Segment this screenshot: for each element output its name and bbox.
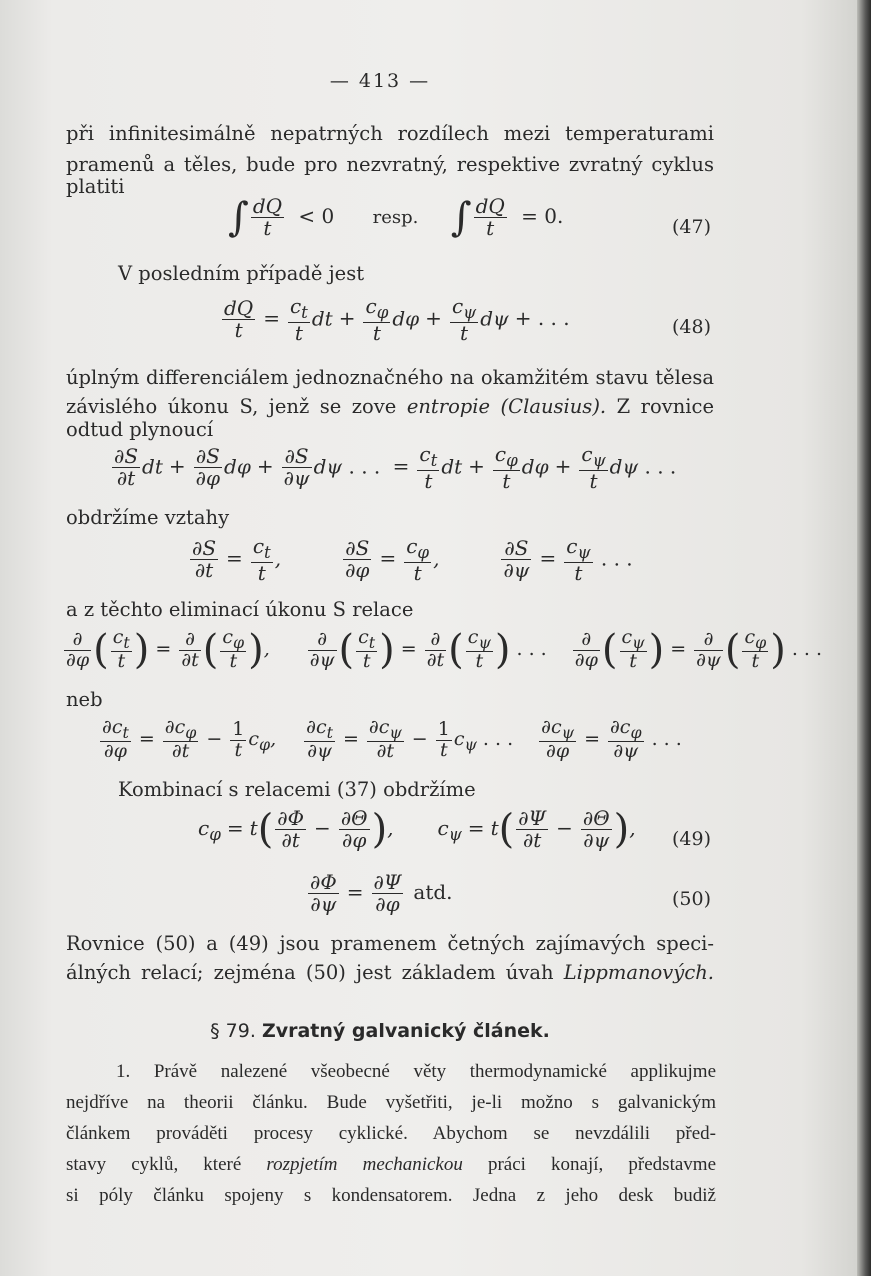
intro-line-3: platiti	[66, 175, 125, 198]
section-heading	[0, 1020, 760, 1042]
section-line-5: si póly článku spojeny s kondensatorem. Jedna z jeho desk budiž	[66, 1185, 716, 1206]
section-number: § 79.	[210, 1020, 256, 1042]
equation-elimination: $\frac{\partial}{\partial\varphi}$ ( $\frac{c_t}{t}$ ) = $\frac{\partial}{\partial t}$ ( $\frac{c_\varphi}{t}$ ), $\frac{\partial}{\partial\psi}$ ( $\frac{c_t}{t}$ ) = $\frac{\partial}{\partial t}$ ( $\frac{c_\psi}{t}$ ) . . . $\frac{\partial}{\partial\varphi}$ ( $\frac{c_\psi}{t}$ ) = $\frac{\partial}{\partial\psi}$ ( $\frac{c_\varphi}{t}$ ) . . .	[66, 626, 823, 674]
obtain-relations-line: obdržíme vztahy	[66, 506, 230, 529]
section-line-1: 1. Právě nalezené všeobecné věty thermodynamické applikujme	[116, 1061, 716, 1082]
book-spine	[857, 0, 871, 1276]
entropy-term: entropie (Clausius).	[406, 395, 607, 418]
equation-48: $\frac{dQ}{t}$ = $\frac{c_t}{t}$ dt + $\frac{c_\varphi}{t}$ dφ + $\frac{c_\psi}{t}$ dψ + . . .	[224, 294, 570, 345]
equation-47: ∫ $\frac{dQ}{t}$ < 0 resp. ∫ $\frac{dQ}{t}$ = 0.	[228, 194, 564, 241]
equation-total-differential: $\frac{\partial S}{\partial t}$ dt + $\frac{\partial S}{\partial\varphi}$ dφ + $\frac{\partial S}{\partial\psi}$ dψ . . . = $\frac{c_t}{t}$ dt + $\frac{c_\varphi}{t}$ dφ + $\frac{c_\psi}{t}$ dψ . . .	[114, 442, 677, 493]
closing-line-2-text: álných relací; zejména (50) jest základem úvah	[66, 961, 564, 984]
entropy-line-3: odtud plynoucí	[66, 418, 214, 441]
intro-line-1: při infinitesimálně nepatrných rozdílech mezi temperaturami	[66, 122, 714, 145]
elimination-line: a z těchto eliminací úkonu S relace	[66, 598, 414, 621]
equation-derivatives: $\frac{\partial c_t}{\partial\varphi}$ = $\frac{\partial c_\varphi}{\partial t}$ − $\frac{1}{t}$ $c_\varphi$, $\frac{\partial c_t}{\partial\psi}$ = $\frac{\partial c_\psi}{\partial t}$ − $\frac{1}{t}$ $c_\psi$ . . . $\frac{\partial c_\psi}{\partial\varphi}$ = $\frac{\partial c_\varphi}{\partial\psi}$ . . .	[102, 716, 682, 763]
section-line-4-end: práci konají, představme	[462, 1154, 716, 1175]
page-number: — 413 —	[329, 70, 431, 92]
equation-number-49: (49)	[671, 828, 711, 850]
section-line-4-text: stavy cyklů, které	[66, 1154, 267, 1175]
equation-number-50: (50)	[671, 888, 711, 910]
neb-line: neb	[66, 688, 103, 711]
lippmann-term: Lippmanových.	[563, 961, 714, 984]
closing-line-2	[66, 957, 714, 988]
entropy-line-2-end: Z rovnice	[606, 395, 714, 418]
section-line-2: nejdříve na theorii článku. Bude vyšetřiti, je-li možno s galvanickým	[66, 1092, 716, 1113]
equation-49: $c_\varphi = t$( $\frac{\partial\Phi}{\partial t}$ − $\frac{\partial\Theta}{\partial\varphi}$ ), $c_\psi = t$( $\frac{\partial\Psi}{\partial t}$ − $\frac{\partial\Theta}{\partial\psi}$ ),	[198, 806, 636, 853]
eq47-equality: = 0.	[521, 204, 564, 228]
equation-partial-relations: $\frac{\partial S}{\partial t}$ = $\frac{c_t}{t}$ , $\frac{\partial S}{\partial\varphi}$ = $\frac{c_\varphi}{t}$ , $\frac{\partial S}{\partial\psi}$ = $\frac{c_\psi}{t}$ . . .	[192, 534, 633, 585]
section-title: Zvratný galvanický článek.	[261, 1020, 550, 1042]
section-body	[66, 1056, 716, 1211]
mechanical-term: rozpjetím mechanickou	[266, 1154, 463, 1175]
entropy-line-1: úplným differenciálem jednoznačného na okamžitém stavu tělesa	[66, 366, 714, 389]
eq47-inequality: < 0	[298, 204, 335, 228]
closing-line-1: Rovnice (50) a (49) jsou pramenem četných zajímavých speci-	[66, 932, 714, 955]
equation-number-47: (47)	[671, 216, 711, 238]
combination-line: Kombinací s relacemi (37) obdržíme	[118, 778, 476, 801]
intro-line-2: pramenů a těles, bude pro nezvratný, respektive zvratný cyklus	[66, 153, 714, 176]
eq47-resp: resp.	[372, 207, 419, 228]
eq50-etc: atd.	[413, 880, 453, 904]
equation-number-48: (48)	[671, 316, 711, 338]
section-line-3: článkem prováděti procesy cyklické. Abychom se nevzdálili před-	[66, 1123, 716, 1144]
entropy-line-2-text: závislého úkonu S, jenž se zove	[66, 395, 407, 418]
equation-50: $\frac{\partial\Phi}{\partial\psi}$ = $\frac{\partial\Psi}{\partial\varphi}$ atd.	[310, 870, 453, 916]
last-case-line: V posledním případě jest	[118, 262, 365, 285]
section-line-4	[66, 1149, 716, 1180]
